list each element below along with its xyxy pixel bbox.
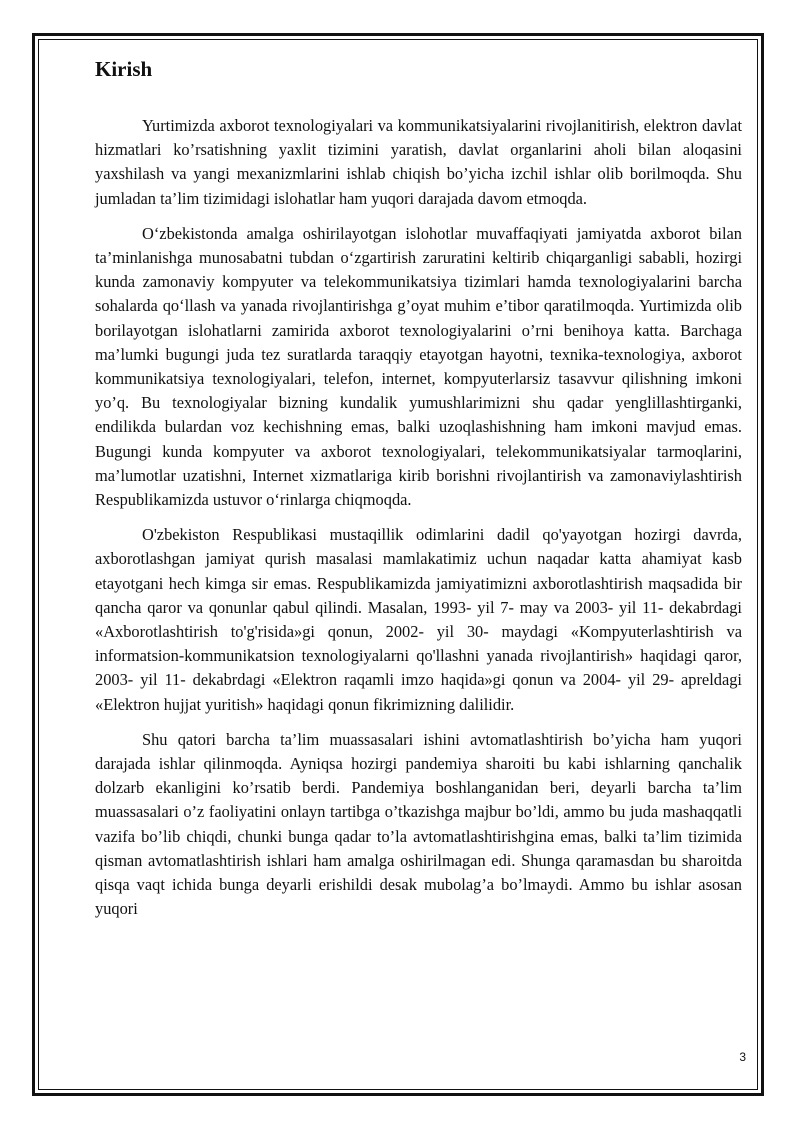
paragraph-1: Yurtimizda axborot texnologiyalari va kommunikatsiyalarini rivojlanitirish, elektron davlat hizmatlari ko’rsatishning yaxlit tizimini yaratish, davlat organlarini aholi bilan aloqasini yaxshilash va yangi mexanizmlarini ishlab chiqish bo’yicha izchil ishlar olib borilmoqda. Shu jumladan ta’lim tizimidagi islohatlar ham yuqori darajada davom etmoqda. — [95, 116, 742, 208]
page-number: 3 — [739, 1050, 746, 1064]
paragraph-3: O'zbekiston Respublikasi mustaqillik odimlarini dadil qo'yayotgan hozirgi davrda, axborotlashgan jamiyat qurish masalasi mamlakatimiz uchun naqadar katta ahamiyat kasb etayotgani hech kimga sir emas. Respublikamizda jamiyatimizni axborotlashtirish maqsadida bir qancha qaror va qonunlar qabul qilindi. Masalan, 1993- yil 7- may va 2003- yil 11- dekabrdagi «Axborotlashtirish to'g'risida»gi qonun, 2002- yil 30- maydagi «Kompyuterlashtirish va informatsion-kommunikatsion texnologiyalarni qo'llashni yanada rivojlantirish» haqidagi qaror, 2003- yil 11- dekabrdagi «Elektron raqamli imzo haqida»gi qonun va 2004- yil 29- apreldagi «Elektron hujjat yuritish» haqidagi qonun fikrimizning dalilidir. — [95, 525, 742, 714]
paragraph-4: Shu qatori barcha ta’lim muassasalari ishini avtomatlashtirish bo’yicha ham yuqori darajada ishlar qilinmoqda. Ayniqsa hozirgi pandemiya sharoiti bu kabi ishlarning qanchalik dolzarb ekanligini ko’rsatib berdi. Pandemiya boshlanganidan beri, deyarli barcha ta’lim muassasalari o’z faoliyatini onlayn tartibga o’tkazishga majbur bo’ldi, ammo bu juda mashaqqatli vazifa bo’lib chiqdi, chunki bunga qadar to’la avtomatlashtirishgina emas, balki ta’lim tizimida qisman avtomatlashtirish ishlari ham amalga oshirilmagan edi. Shunga qaramasdan bu sharoitda qisqa vaqt ichida bunga deyarli erishildi desak mubolag’a bo’lmaydi. Ammo bu ishlar asosan yuqori — [95, 729, 742, 919]
document-body — [95, 56, 742, 933]
section-heading: Kirish — [95, 57, 153, 81]
paragraph-2: O‘zbekistonda amalga oshirilayotgan islohotlar muvaffaqiyati jamiyatda axborot bilan ta’minlanishga munosabatni tubdan o‘zgartirish zaruratini keltirib chiqarganligi sababli, hozirgi kunda zamonaviy kompyuter va telekommunikatsiya tizimlari hamda texnologiyalarini barcha sohalarda qo‘llash va yanada rivojlantirishga g’oyat muhim e’tibor qaratilmoqda. Yurtimizda olib borilayotgan islohatlarni zamirida axborot texnologiyalarini o’rni benihoya katta. Barchaga ma’lumki bugungi juda tez suratlarda taraqqiy etayotgan hayotni, texnika-texnologiya, axborot kommunikatsiya texnologiyalari, telefon, internet, kompyuterlarsiz tasavvur qilishning imkoni yo’q. Bu texnologiyalar bizning kundalik yumushlarimizni shu qadar yenglillashtirganki, endilikda bulardan voz kechishning emas, balki uzoqlashishning ham imkoni mavjud emas. Bugungi kunda kompyuter va axborot texnologiyalari, telekommunikatsiyalar tarmoqlarini, ma’lumotlar uzatishni, Internet xizmatlariga kirib borishni rivojlantirish va zamonaviylashtirish Respublikamizda ustuvor o‘rinlarga chiqmoqda. — [95, 223, 742, 510]
